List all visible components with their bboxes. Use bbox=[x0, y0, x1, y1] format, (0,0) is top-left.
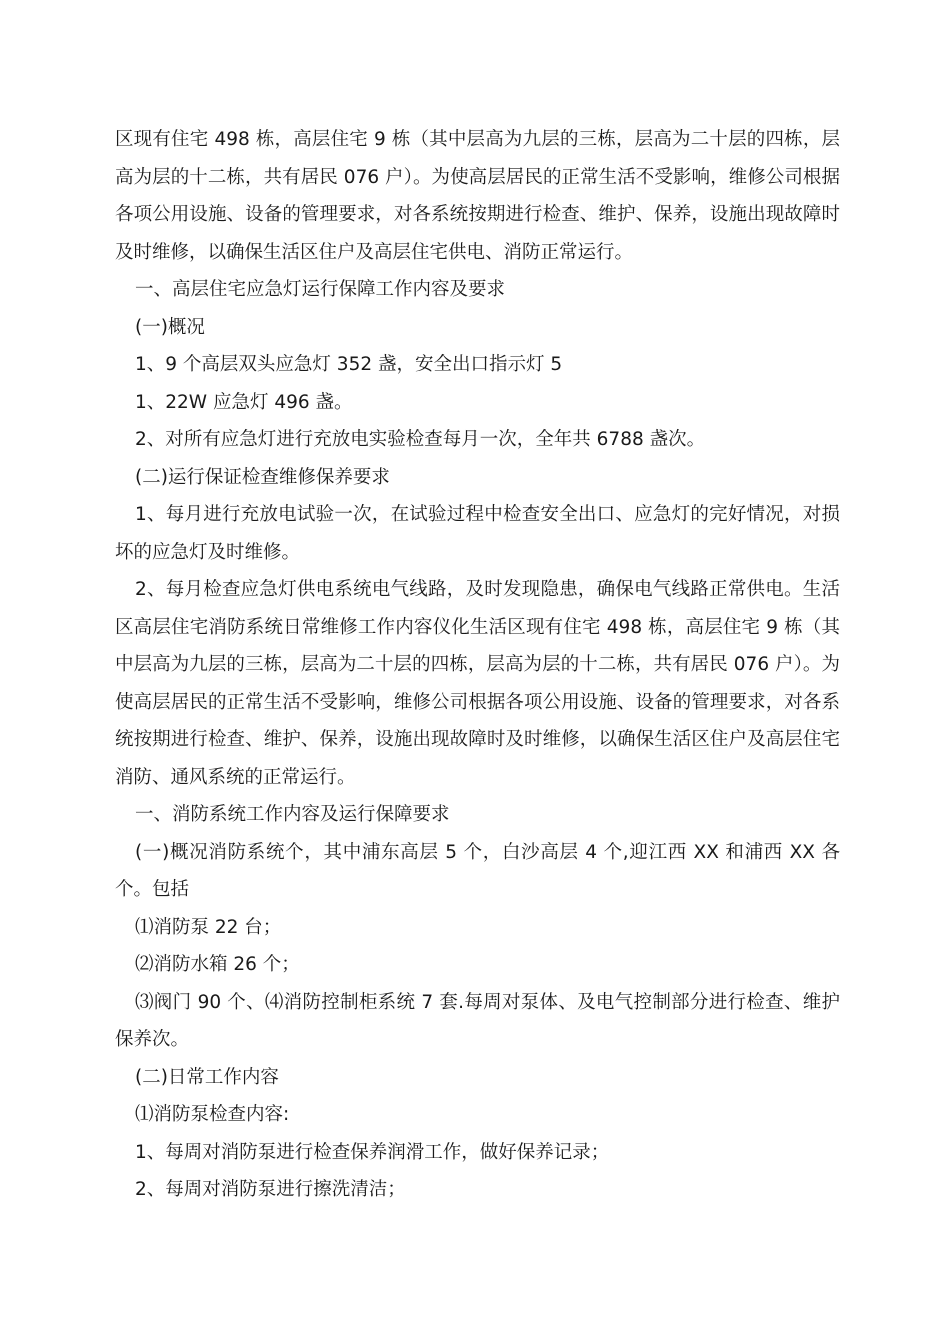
paragraph: ⑵消防水箱 26 个； bbox=[135, 954, 300, 975]
paragraph: 区现有住宅 498 栋，高层住宅 9 栋（其中层高为九层的三栋，层高为二十层的四栋，层高为层的十二栋，共有居民 076 户）。为使高层居民的正常生活不受影响，维修公司根据各项公用设施、设备的管理要求，对各系统按期进行检查、维护、保养，设施出现故障时及时维修，以确保生活区住户及高层住宅供电、消防正常运行。 bbox=[115, 129, 840, 263]
document-body bbox=[115, 121, 840, 1209]
paragraph: (一)概况 bbox=[135, 316, 205, 338]
paragraph: 一、高层住宅应急灯运行保障工作内容及要求 bbox=[135, 279, 506, 300]
paragraph: (二)日常工作内容 bbox=[135, 1066, 279, 1088]
paragraph: 1、每月进行充放电试验一次，在试验过程中检查安全出口、应急灯的完好情况，对损坏的应急灯及时维修。 bbox=[115, 504, 840, 563]
paragraph: (一)概况消防系统个，其中浦东高层 5 个，白沙高层 4 个,迎江西 XX 和浦西 XX 各个。包括 bbox=[115, 841, 840, 900]
paragraph: (二)运行保证检查维修保养要求 bbox=[135, 466, 390, 488]
paragraph: ⑴消防泵 22 台； bbox=[135, 916, 282, 938]
paragraph: 1、每周对消防泵进行检查保养润滑工作，做好保养记录； bbox=[135, 1141, 610, 1163]
paragraph: 2、对所有应急灯进行充放电实验检查每月一次，全年共 6788 盏次。 bbox=[135, 429, 706, 450]
paragraph: ⑶阀门 90 个、⑷消防控制柜系统 7 套.每周对泵体、及电气控制部分进行检查、维护保养次。 bbox=[115, 991, 840, 1050]
paragraph: 2、每周对消防泵进行擦洗清洁； bbox=[135, 1179, 406, 1200]
paragraph: ⑴消防泵检查内容: bbox=[135, 1104, 290, 1125]
paragraph: 1、22W 应急灯 496 盏。 bbox=[135, 391, 353, 413]
paragraph: 1、9 个高层双头应急灯 352 盏，安全出口指示灯 5 bbox=[135, 354, 563, 375]
paragraph: 2、每月检查应急灯供电系统电气线路，及时发现隐患，确保电气线路正常供电。生活区高层住宅消防系统日常维修工作内容仪化生活区现有住宅 498 栋，高层住宅 9 栋（其中层高为九层的三栋，层高为二十层的四栋，层高为层的十二栋，共有居民 076 户）。为使高层居民的正常生活不受影响，维修公司根据各项公用设施、设备的管理要求，对各系统按期进行检查、维护、保养，设施出现故障时及时维修，以确保生活区住户及高层住宅消防、通风系统的正常运行。 bbox=[115, 579, 840, 788]
paragraph: 一、消防系统工作内容及运行保障要求 bbox=[135, 804, 450, 825]
